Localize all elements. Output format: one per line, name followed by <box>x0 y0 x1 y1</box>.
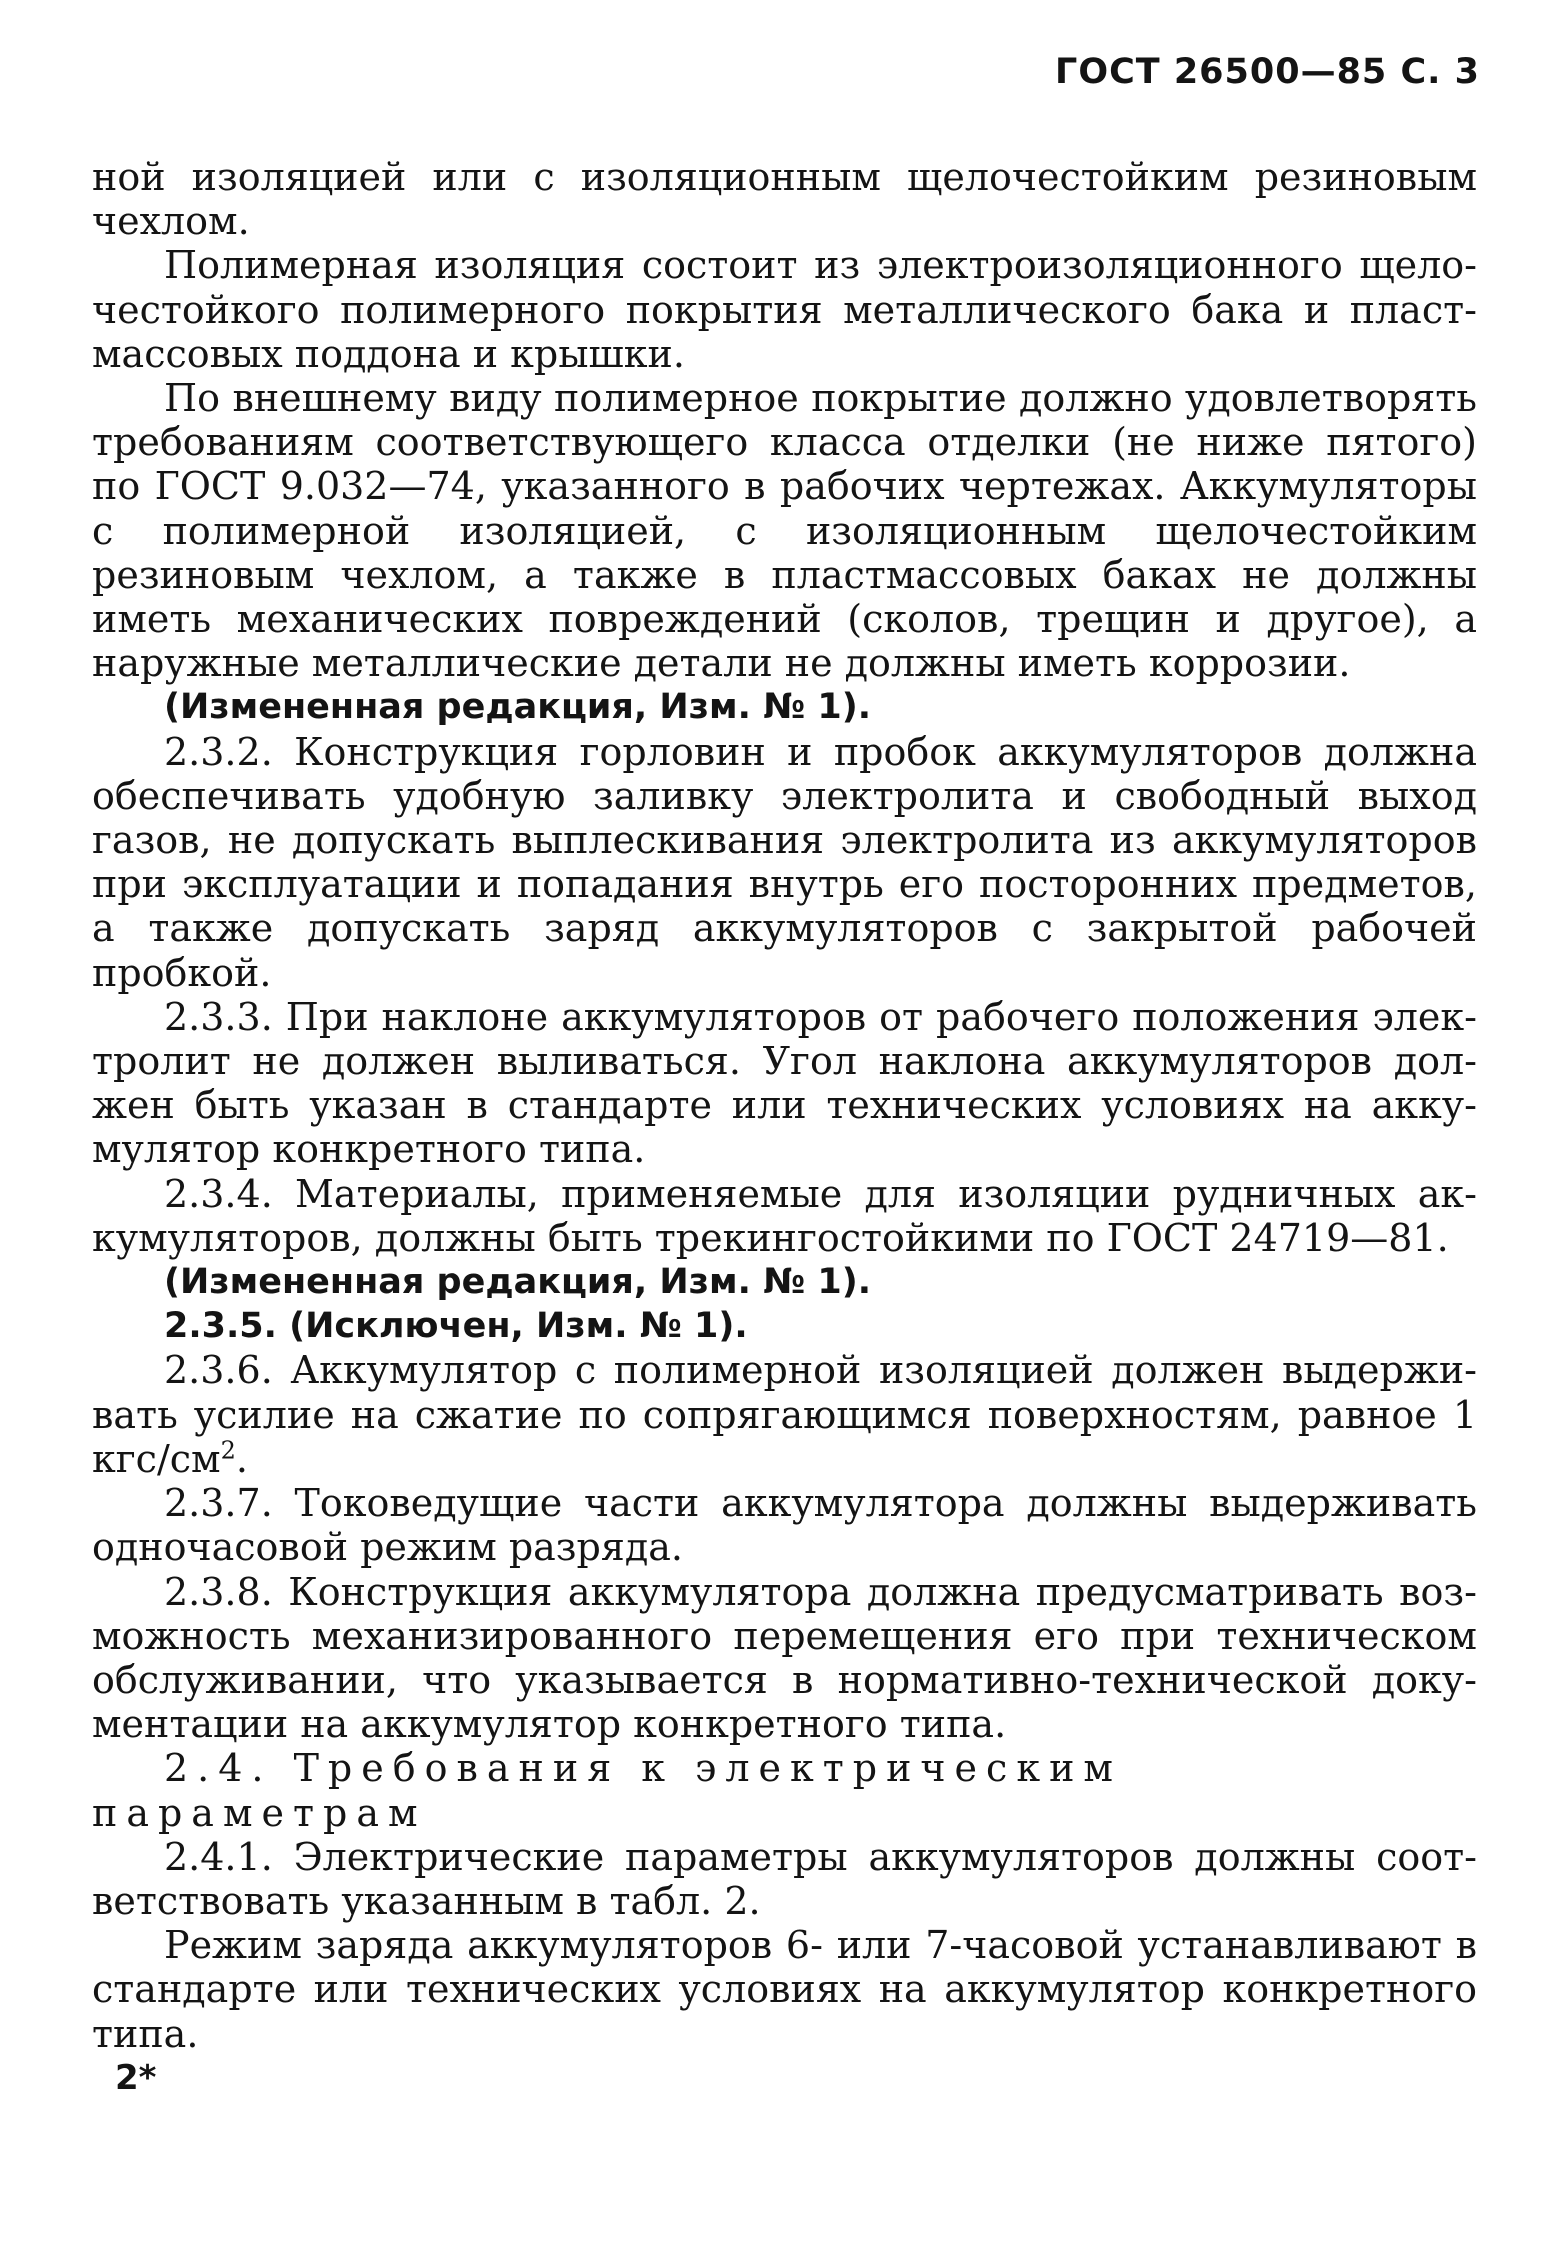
clause-2-3-5: 2.3.5. (Исключен, Изм. № 1). <box>164 1306 748 1347</box>
document-body <box>92 155 1477 2056</box>
clause-2-3-2: 2.3.2. Конструкция горловин и пробок аккумуляторов должна обеспечивать удобную заливку электролита и свободный выход газов, не допускать выплескивания электролита из аккумуляторов при эксплуатации и попадания внутрь его посторонних предметов, а также допускать заряд аккумуляторов с закрытой рабочей пробкой. <box>92 729 1477 995</box>
clause-2-3-6-text: 2.3.6. Аккумулятор с полимерной изоляцией должен выдерживать усилие на сжатие по сопрягающимся поверхностям, равное 1 кгс/см <box>92 1348 1477 1481</box>
superscript: 2 <box>220 1436 236 1465</box>
amendment-note: (Измененная редакция, Изм. № 1). <box>164 687 872 728</box>
clause-2-3-7: 2.3.7. Токоведущие части аккумулятора должны выдерживать одночасовой режим разряда. <box>92 1481 1477 1570</box>
clause-2-3-8: 2.3.8. Конструкция аккумулятора должна предусматривать возможность механизированного перемещения его при техническом обслуживании, что указывается в нормативно-технической документации на аккумулятор конкретного типа. <box>92 1569 1477 1747</box>
running-head: ГОСТ 26500—85 С. 3 <box>1055 52 1480 92</box>
clause-2-4-1: 2.4.1. Электрические параметры аккумуляторов должны соответствовать указанным в табл. 2. <box>92 1834 1477 1923</box>
clause-2-3-4: 2.3.4. Материалы, применяемые для изоляции рудничных аккумуляторов, должны быть трекингостойкими по ГОСТ 24719—81. <box>92 1171 1477 1260</box>
section-heading-2-4: 2.4. Требования к электрическим параметрам <box>92 1746 1122 1835</box>
amendment-note: (Измененная редакция, Изм. № 1). <box>164 1262 872 1303</box>
period: . <box>235 1436 248 1481</box>
paragraph-charge-mode: Режим заряда аккумуляторов 6- или 7-часовой устанавливают в стандарте или технических условиях на аккумулятор конкретного типа. <box>92 1923 1477 2056</box>
signature-mark: 2* <box>115 2058 157 2098</box>
paragraph-polymer-insulation: Полимерная изоляция состоит из электроизоляционного щелочестойкого полимерного покрытия металлического бака и пластмассовых поддона и крышки. <box>92 243 1477 376</box>
clause-2-3-3: 2.3.3. При наклоне аккумуляторов от рабочего положения электролит не должен выливаться. Угол наклона аккумуляторов должен быть указан в стандарте или технических условиях на аккумулятор конкретного типа. <box>92 994 1477 1172</box>
clause-2-3-6 <box>92 1348 1477 1481</box>
paragraph-continuation: ной изоляцией или с изоляционным щелочестойким резиновым чехлом. <box>92 155 1477 244</box>
paragraph-coating-appearance: По внешнему виду полимерное покрытие должно удовлетворять требованиям соответствующего класса отделки (не ниже пятого) по ГОСТ 9.032—74, указанного в рабочих чертежах. Аккумуляторы с полимерной изоляцией, с изоляционным щелочестойким резиновым чехлом, а также в пластмассовых баках не должны иметь механических повреждений (сколов, трещин и другое), а наружные металлические детали не должны иметь коррозии. <box>92 376 1477 686</box>
